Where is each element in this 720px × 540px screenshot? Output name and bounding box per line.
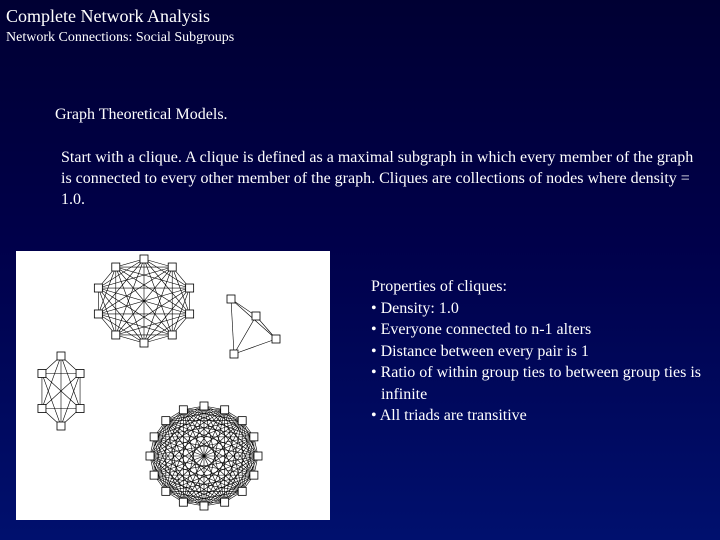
clique-node <box>140 255 148 263</box>
clique-node <box>94 310 102 318</box>
clique-node <box>168 263 176 271</box>
clique-node <box>162 487 170 495</box>
clique-node <box>250 471 258 479</box>
section-heading: Graph Theoretical Models. <box>55 106 228 123</box>
clique-node <box>146 452 154 460</box>
clique-node <box>238 417 246 425</box>
property-item: • Ratio of within group ties to between group ties is infinite <box>371 364 701 403</box>
clique-node <box>221 498 229 506</box>
clique-group <box>94 255 193 347</box>
clique-node <box>168 331 176 339</box>
property-item: • Density: 1.0 <box>371 299 459 317</box>
clique-node <box>221 406 229 414</box>
clique-node <box>94 284 102 292</box>
property-item: • All triads are transitive <box>371 407 527 424</box>
clique-node <box>76 405 84 413</box>
clique-group <box>227 295 280 358</box>
clique-node <box>38 405 46 413</box>
clique-edge <box>234 339 276 354</box>
clique-edge <box>116 267 190 288</box>
clique-node <box>186 284 194 292</box>
slide-subtitle: Network Connections: Social Subgroups <box>6 30 235 45</box>
clique-node <box>162 417 170 425</box>
clique-node <box>179 406 187 414</box>
clique-node <box>150 471 158 479</box>
clique-node <box>57 352 65 360</box>
clique-node <box>250 433 258 441</box>
properties-list <box>371 276 711 427</box>
clique-node <box>272 335 280 343</box>
clique-group <box>146 402 262 510</box>
clique-node <box>227 295 235 303</box>
property-item: • Distance between every pair is 1 <box>371 342 589 360</box>
clique-node <box>238 487 246 495</box>
clique-edge <box>116 267 190 314</box>
clique-node <box>254 452 262 460</box>
clique-edge <box>98 288 172 335</box>
clique-node <box>186 310 194 318</box>
clique-node <box>112 263 120 271</box>
clique-edge <box>234 316 256 354</box>
properties-title: Properties of cliques: <box>371 278 507 295</box>
clique-node <box>76 370 84 378</box>
clique-node <box>230 350 238 358</box>
clique-group <box>38 352 84 430</box>
clique-node <box>150 433 158 441</box>
clique-node <box>200 402 208 410</box>
clique-node <box>140 339 148 347</box>
clique-node <box>112 331 120 339</box>
clique-node <box>252 312 260 320</box>
clique-edge <box>231 299 234 354</box>
clique-node <box>200 502 208 510</box>
property-item: • Everyone connected to n-1 alters <box>371 321 592 338</box>
clique-graph-illustration <box>16 251 330 520</box>
clique-node <box>38 370 46 378</box>
clique-edge <box>98 314 144 343</box>
clique-network-diagram <box>16 251 330 520</box>
slide-title: Complete Network Analysis <box>6 6 210 26</box>
clique-node <box>57 422 65 430</box>
intro-paragraph: Start with a clique. A clique is defined as a maximal subgraph in which every member of the graph is connected to every other member of the graph. Cliques are collections of nodes where density = 1.0. <box>61 149 694 208</box>
clique-node <box>179 498 187 506</box>
